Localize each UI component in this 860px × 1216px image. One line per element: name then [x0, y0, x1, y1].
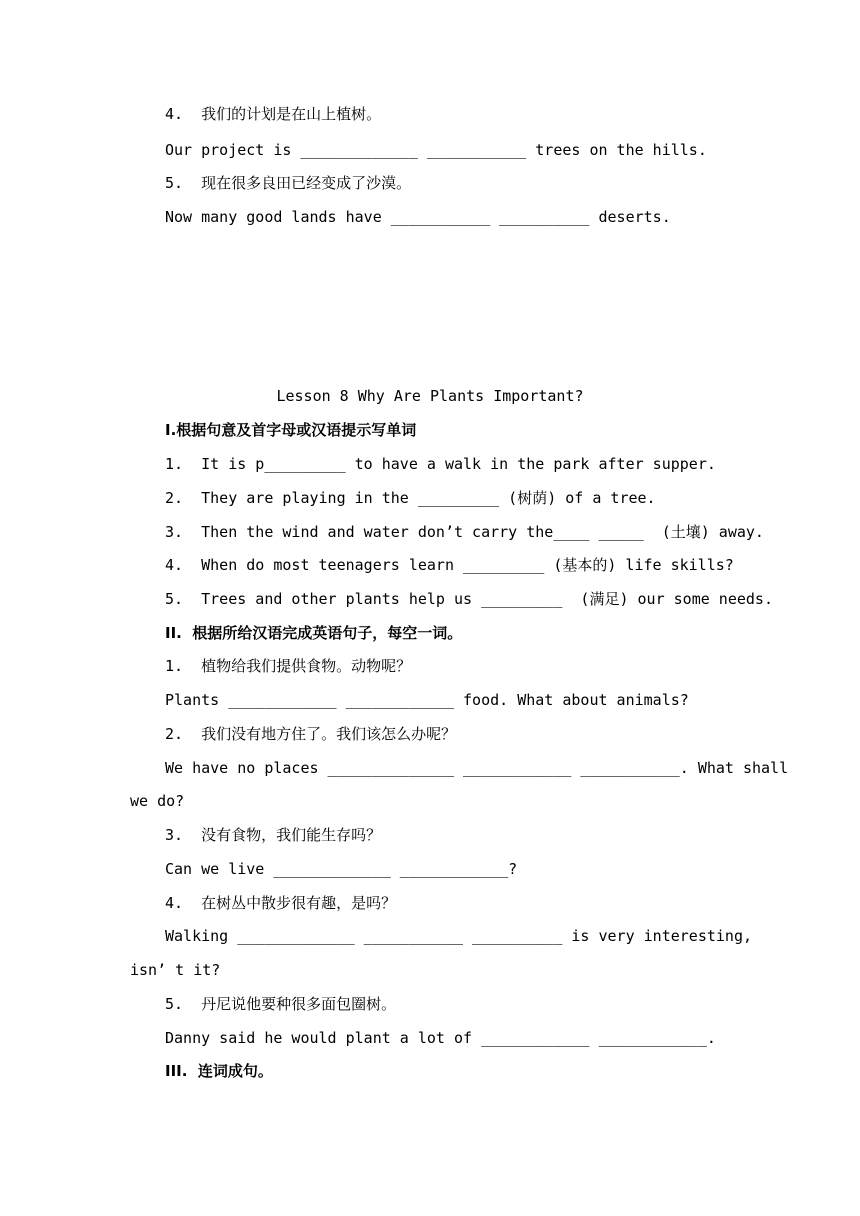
section-2-line: 5. 丹尼说他要种很多面包圈树。: [165, 995, 397, 1013]
section-2-line: 3. 没有食物，我们能生存吗？: [165, 826, 382, 844]
section-3-heading: III. 连词成句。: [165, 1062, 273, 1080]
section-1-heading: I.根据句意及首字母或汉语提示写单词: [165, 421, 417, 439]
section-1-item: 1. It is p_________ to have a walk in the park after supper.: [165, 455, 716, 473]
prev-item-5-en: Now many good lands have ___________ __________ deserts.: [165, 208, 671, 226]
section-2-line: Can we live _____________ ____________?: [165, 860, 518, 878]
section-2-line: Plants ____________ ____________ food. What about animals?: [165, 691, 689, 709]
section-1-item: 2. They are playing in the _________ (树荫) of a tree.: [165, 489, 656, 507]
prev-item-5-cn: 5. 现在很多良田已经变成了沙漠。: [165, 174, 412, 192]
section-2-line: isn’ t it?: [130, 961, 221, 979]
prev-item-4-cn: 4. 我们的计划是在山上植树。: [165, 105, 382, 123]
section-2-line: Walking _____________ ___________ __________ is very interesting,: [165, 927, 752, 945]
section-1-item: 5. Trees and other plants help us _________ (满足) our some needs.: [165, 590, 773, 608]
section-2-line: We have no places ______________ ____________ ___________. What shall: [165, 759, 789, 777]
lesson-title: Lesson 8 Why Are Plants Important?: [276, 387, 584, 405]
section-2-heading: II. 根据所给汉语完成英语句子，每空一词。: [165, 624, 463, 642]
section-1-item: 4. When do most teenagers learn _________ (基本的) life skills?: [165, 556, 734, 574]
section-1-item: 3. Then the wind and water don’t carry the____ _____ (土壤) away.: [165, 523, 764, 541]
section-2-line: 1. 植物给我们提供食物。动物呢？: [165, 657, 412, 675]
section-2-line: Danny said he would plant a lot of ____________ ____________.: [165, 1029, 716, 1047]
prev-item-4-en: Our project is _____________ ___________ trees on the hills.: [165, 141, 707, 159]
section-2-line: 4. 在树丛中散步很有趣，是吗？: [165, 894, 397, 912]
section-2-line: 2. 我们没有地方住了。我们该怎么办呢？: [165, 725, 457, 743]
section-2-line: we do?: [130, 792, 185, 810]
